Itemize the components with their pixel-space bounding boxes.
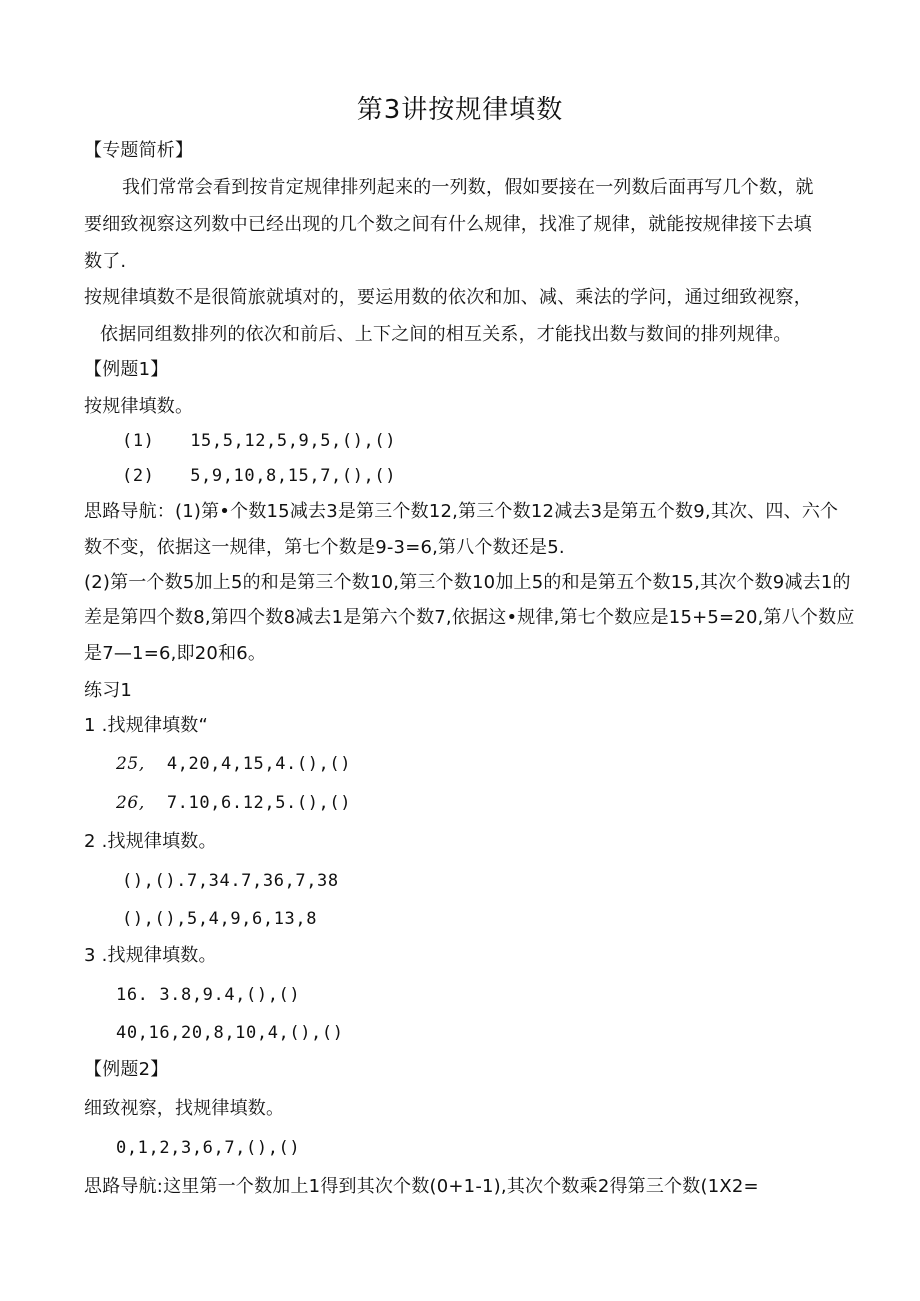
sequence: 4,20,4,15,4.(),() <box>166 754 352 774</box>
question-label: (2) <box>122 466 155 486</box>
sequence: 7.10,6.12,5.(),() <box>166 793 352 813</box>
solution-guide-line: 数不变，依据这一规律，第七个数是9-3=6,第八个数还是5. <box>84 537 565 558</box>
practice-item: 16. 3.8,9.4,(),() <box>116 985 301 1005</box>
solution-guide-line: (2)第一个数5加上5的和是第三个数10,第三个数10加上5的和是第五个数15,其次个数9减去1的 <box>84 572 851 593</box>
solution-guide-line: 是7—1=6,即20和6。 <box>84 643 267 664</box>
item-number: 26, <box>116 793 145 813</box>
intro-paragraph-line: 要细致视察这列数中已经出现的几个数之间有什么规律，找准了规律，就能按规律接下去填 <box>84 214 812 235</box>
solution-guide-line: 思路导航:这里第一个数加上1得到其次个数(0+1-1),其次个数乘2得第三个数(1X2= <box>84 1176 759 1197</box>
intro-paragraph-line: 依据同组数排列的依次和前后、上下之间的相互关系，才能找出数与数间的排列规律。 <box>100 324 792 345</box>
example-2-sequence: 0,1,2,3,6,7,(),() <box>116 1138 301 1158</box>
sequence: 15,5,12,5,9,5,(),() <box>190 431 397 451</box>
section-header-intro: 【专题简析】 <box>84 140 194 161</box>
practice-item <box>116 790 351 816</box>
question-label: (1) <box>122 431 155 451</box>
intro-paragraph-line: 我们常常会看到按肯定规律排列起来的一列数，假如要接在一列数后面再写几个数，就 <box>122 177 814 198</box>
practice-question-2: 2 .找规律填数。 <box>84 831 217 852</box>
practice-item: 40,16,20,8,10,4,(),() <box>116 1023 344 1043</box>
practice-item <box>116 751 351 777</box>
intro-paragraph-line: 按规律填数不是很简旅就填对的，要运用数的依次和加、减、乘法的学问，通过细致视察， <box>84 287 812 308</box>
sequence: 5,9,10,8,15,7,(),() <box>190 466 397 486</box>
practice-question-1: 1 .找规律填数“ <box>84 715 209 736</box>
example-2-prompt: 细致视察，找规律填数。 <box>84 1098 285 1119</box>
solution-guide-line: 思路导航：(1)第•个数15减去3是第三个数12,第三个数12减去3是第五个数9,其次、四、六个 <box>84 501 839 522</box>
example-1-question-2 <box>122 463 396 489</box>
example-1-question-1 <box>122 428 396 454</box>
practice-item: (),(),5,4,9,6,13,8 <box>122 909 318 929</box>
practice-item: (),().7,34.7,36,7,38 <box>122 871 339 891</box>
example-1-prompt: 按规律填数。 <box>84 396 194 417</box>
intro-paragraph-line: 数了. <box>84 251 127 272</box>
example-2-header: 【例题2】 <box>84 1059 169 1080</box>
practice-1-header: 练习1 <box>84 680 133 701</box>
practice-question-3: 3 .找规律填数。 <box>84 945 217 966</box>
item-number: 25, <box>116 754 145 774</box>
page-title: 第3讲按规律填数 <box>356 95 564 125</box>
example-1-header: 【例题1】 <box>84 359 169 380</box>
solution-guide-line: 差是第四个数8,第四个数8减去1是第六个数7,依据这•规律,第七个数应是15+5=20,第八个数应 <box>84 607 855 628</box>
